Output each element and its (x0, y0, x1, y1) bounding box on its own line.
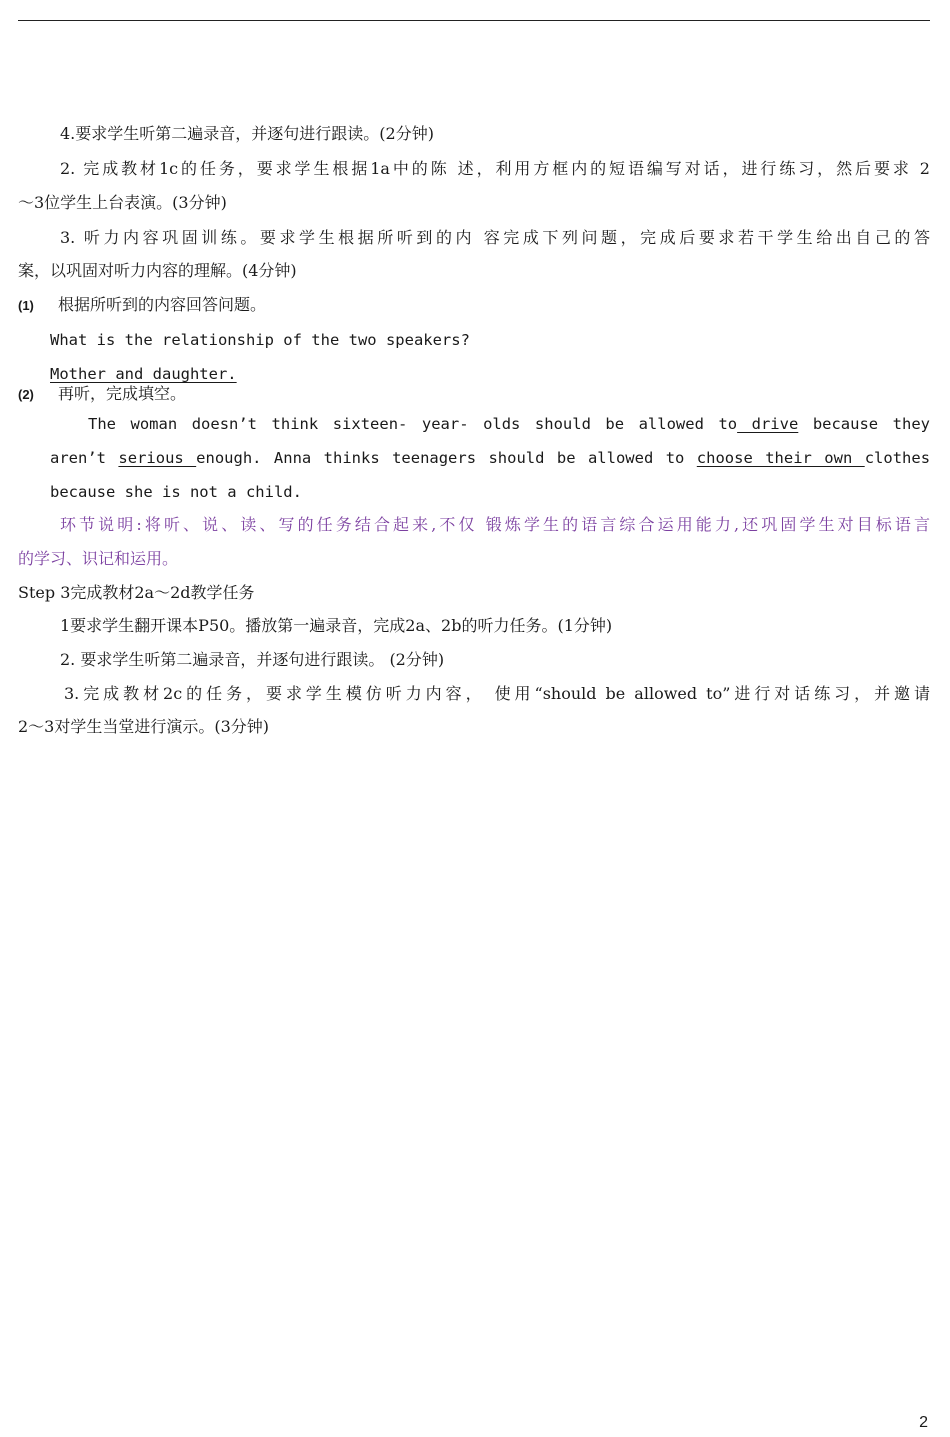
note-line1 (18, 514, 930, 536)
note-line2: 的学习、识记和运用。 (18, 549, 179, 568)
text: 2. 完成教材1c的任务，要求学生根据1a中的陈 述，利用方框内的短语编写对话，进行练习，然后要求 2 (60, 159, 930, 178)
text: 3.完成教材2c的任务，要求学生模仿听力内容， 使用“should be allowed to”进行对话练习，并邀请 (64, 684, 930, 703)
question-english: What is the relationship of the two speakers? (50, 331, 470, 349)
answer-english (50, 363, 930, 385)
text: The woman doesn’t think sixteen- year- olds should be allowed to (88, 415, 738, 433)
step-3-item-2: 2. 要求学生听第二遍录音，并逐句进行跟读。 (2分钟) (60, 650, 445, 669)
blank-serious: serious (118, 449, 197, 467)
fill-blank-line2 (50, 447, 930, 469)
blank-choose: choose their own (696, 449, 865, 467)
question-1 (18, 294, 930, 317)
text: because they (798, 415, 930, 433)
text: clothes (864, 449, 931, 467)
question-marker: (2) (18, 387, 34, 402)
step-3-heading: Step 3完成教材2a〜2d教学任务 (18, 583, 255, 602)
text: aren’t (50, 449, 119, 467)
step-3-item-1: 1要求学生翻开课本P50。播放第一遍录音，完成2a、2b的听力任务。(1分钟) (60, 616, 613, 635)
fill-blank-line3: because she is not a child. (50, 483, 302, 501)
question-text: 再听，完成填空。 (58, 384, 187, 403)
paragraph-1c-line1 (18, 158, 930, 180)
blank-drive: drive (737, 415, 799, 433)
answer-text: Mother and daughter. (50, 365, 237, 383)
paragraph-listening-line2: 案，以巩固对听力内容的理解。(4分钟) (18, 261, 297, 280)
paragraph-listening-line1 (18, 227, 930, 249)
step-3-item-3-line1 (18, 683, 930, 705)
question-marker: (1) (18, 298, 34, 313)
step-line-4: 4.要求学生听第二遍录音，并逐句进行跟读。(2分钟) (60, 124, 434, 143)
header-rule (18, 20, 930, 21)
fill-blank-line1 (50, 413, 930, 435)
paragraph-1c-line2: 〜3位学生上台表演。(3分钟) (18, 193, 227, 212)
text: 3. 听力内容巩固训练。要求学生根据所听到的内 容完成下列问题，完成后要求若干学生给出自己的答 (60, 228, 930, 247)
question-text: 根据所听到的内容回答问题。 (58, 295, 267, 314)
text: 环节说明:将听、说、读、写的任务结合起来,不仅 锻炼学生的语言综合运用能力,还巩固学生对目标语言 (60, 515, 930, 534)
step-3-item-3-line2: 2〜3对学生当堂进行演示。(3分钟) (18, 717, 270, 736)
question-2 (18, 383, 930, 406)
text: enough. Anna thinks teenagers should be allowed to (196, 449, 697, 467)
page-number: 2 (919, 1414, 928, 1431)
